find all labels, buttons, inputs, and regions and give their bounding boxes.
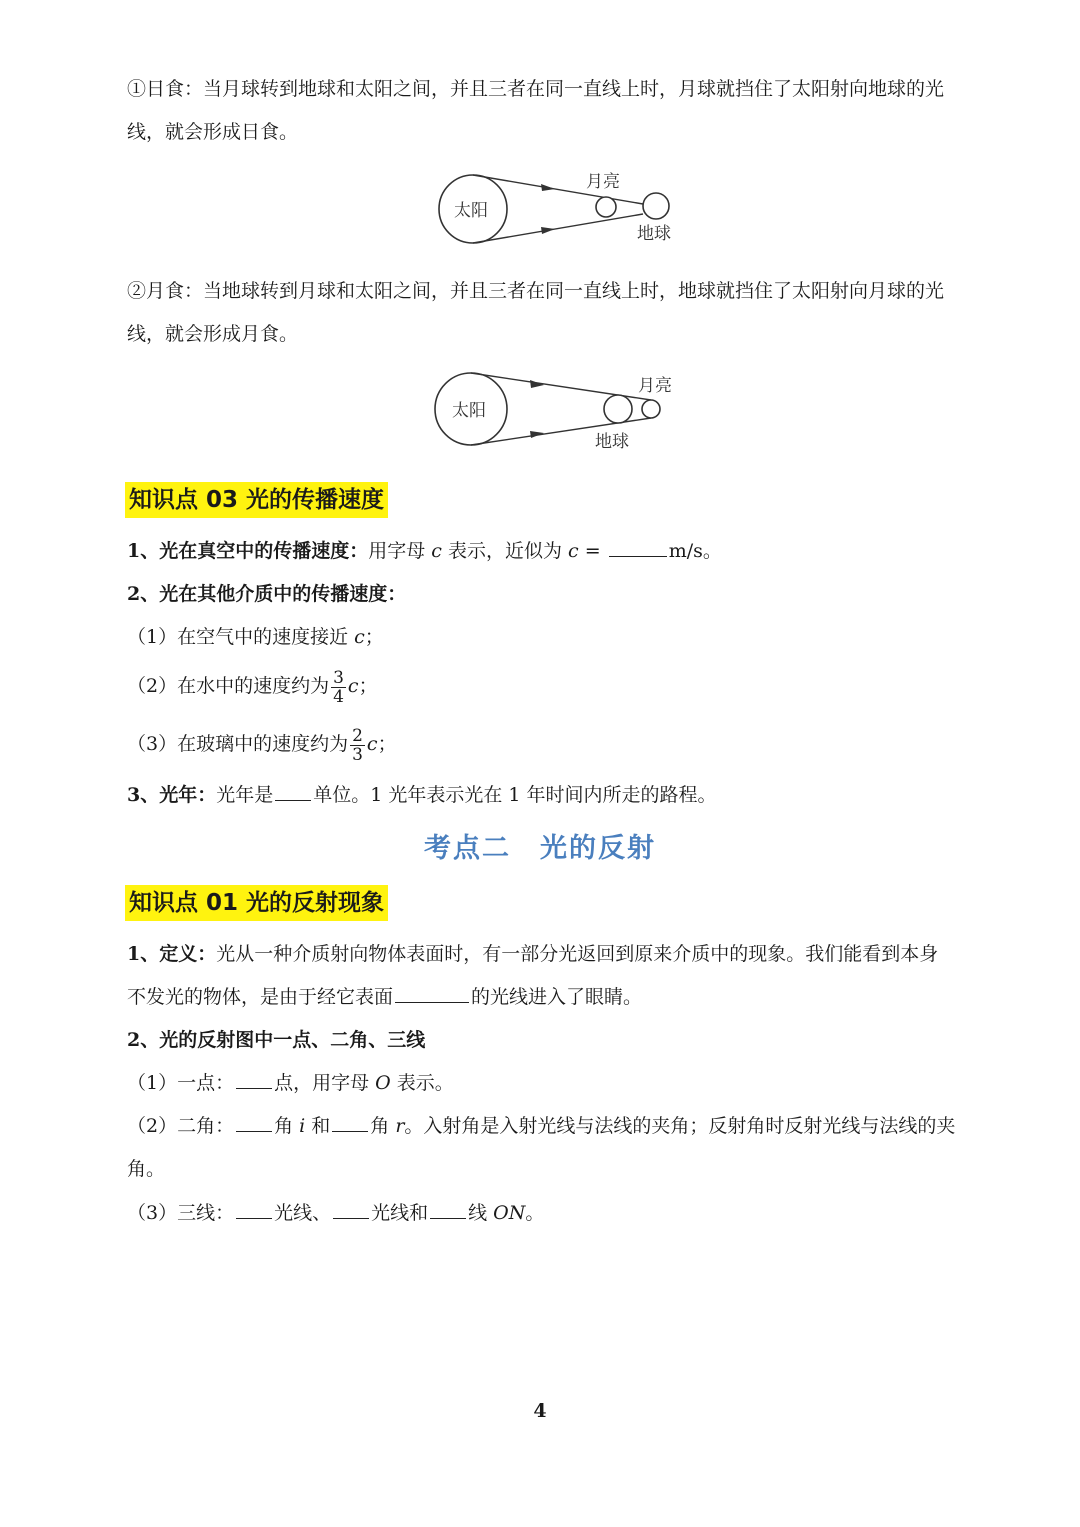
kp03-sub-2: （2）在水中的速度约为 $\frac{3}{4}$ c； — [127, 667, 378, 707]
kp01-definition-line-2: 不发光的物体，是由于经它表面 的光线进入了眼睛。 — [127, 986, 643, 1008]
fraction-two-thirds: $\frac{2}{3}$ — [352, 725, 363, 765]
moon-label: 月亮 — [638, 376, 672, 396]
solar-eclipse-line-1: ①日食：当月球转到地球和太阳之间，并且三者在同一直线上时，月球就挡住了太阳射向地球的光 — [127, 78, 945, 100]
solar-eclipse-line-2: 线，就会形成日食。 — [127, 121, 299, 143]
kp01-definition-line-1: 1、定义：光从一种介质射向物体表面时，有一部分光返回到原来介质中的现象。我们能看到本身 — [127, 943, 939, 965]
earth-circle — [643, 193, 669, 219]
kp01-item-2: 2、光的反射图中一点、二角、三线 — [127, 1029, 426, 1051]
moon-circle — [596, 197, 616, 217]
ray-lower — [473, 214, 643, 243]
reflection-blank[interactable] — [395, 984, 469, 1003]
angle-i-blank[interactable] — [236, 1113, 272, 1132]
lunar-eclipse-diagram — [428, 362, 688, 452]
moon-circle — [642, 400, 660, 418]
fraction-three-quarters: $\frac{3}{4}$ — [333, 667, 344, 707]
kp03-sub-3: （3）在玻璃中的速度约为 $\frac{2}{3}$ c； — [127, 725, 397, 765]
incidence-point-blank[interactable] — [236, 1070, 272, 1089]
section-title: 考点二 光的反射 — [424, 833, 656, 864]
page-number: 4 — [533, 1400, 547, 1422]
kp01-heading: 知识点 01 光的反射现象 — [125, 885, 388, 921]
kp03-item-2: 2、光在其他介质中的传播速度： — [127, 583, 407, 605]
earth-label: 地球 — [595, 432, 629, 452]
kp03-item-3: 3、光年：光年是 单位。1 光年表示光在 1 年时间内所走的路程。 — [127, 784, 717, 806]
kp01-point-3: （3）三线： 光线、 光线和 线 ON。 — [127, 1202, 545, 1224]
kp01-point-2: （2）二角： 角 i 和 角 r。入射角是入射光线与法线的夹角；反射角时反射光线与法线的夹 — [127, 1115, 956, 1137]
kp01-point-2-cont: 角。 — [127, 1158, 166, 1180]
kp03-item-1: 1、光在真空中的传播速度：用字母 c 表示，近似为 c = m/s。 — [127, 540, 722, 562]
earth-circle — [604, 395, 632, 423]
moon-label: 月亮 — [586, 172, 620, 192]
arrow-upper — [541, 184, 555, 191]
sun-label: 太阳 — [454, 201, 488, 221]
sun-label: 太阳 — [452, 401, 486, 421]
normal-line-blank[interactable] — [430, 1200, 466, 1219]
reflected-ray-blank[interactable] — [333, 1200, 369, 1219]
kp03-sub-1: （1）在空气中的速度接近 c； — [127, 626, 384, 648]
incident-ray-blank[interactable] — [236, 1200, 272, 1219]
earth-label: 地球 — [637, 224, 671, 244]
kp03-heading: 知识点 03 光的传播速度 — [125, 482, 388, 518]
kp01-point-1: （1）一点： 点，用字母 O 表示。 — [127, 1072, 454, 1094]
angle-r-blank[interactable] — [332, 1113, 368, 1132]
arrow-lower — [541, 227, 555, 234]
light-year-blank[interactable] — [275, 782, 311, 801]
speed-blank[interactable] — [609, 538, 667, 557]
lunar-eclipse-line-2: 线，就会形成月食。 — [127, 323, 299, 345]
lunar-eclipse-line-1: ②月食：当地球转到月球和太阳之间，并且三者在同一直线上时，地球就挡住了太阳射向月球的光 — [127, 280, 945, 302]
solar-eclipse-diagram — [430, 160, 690, 250]
